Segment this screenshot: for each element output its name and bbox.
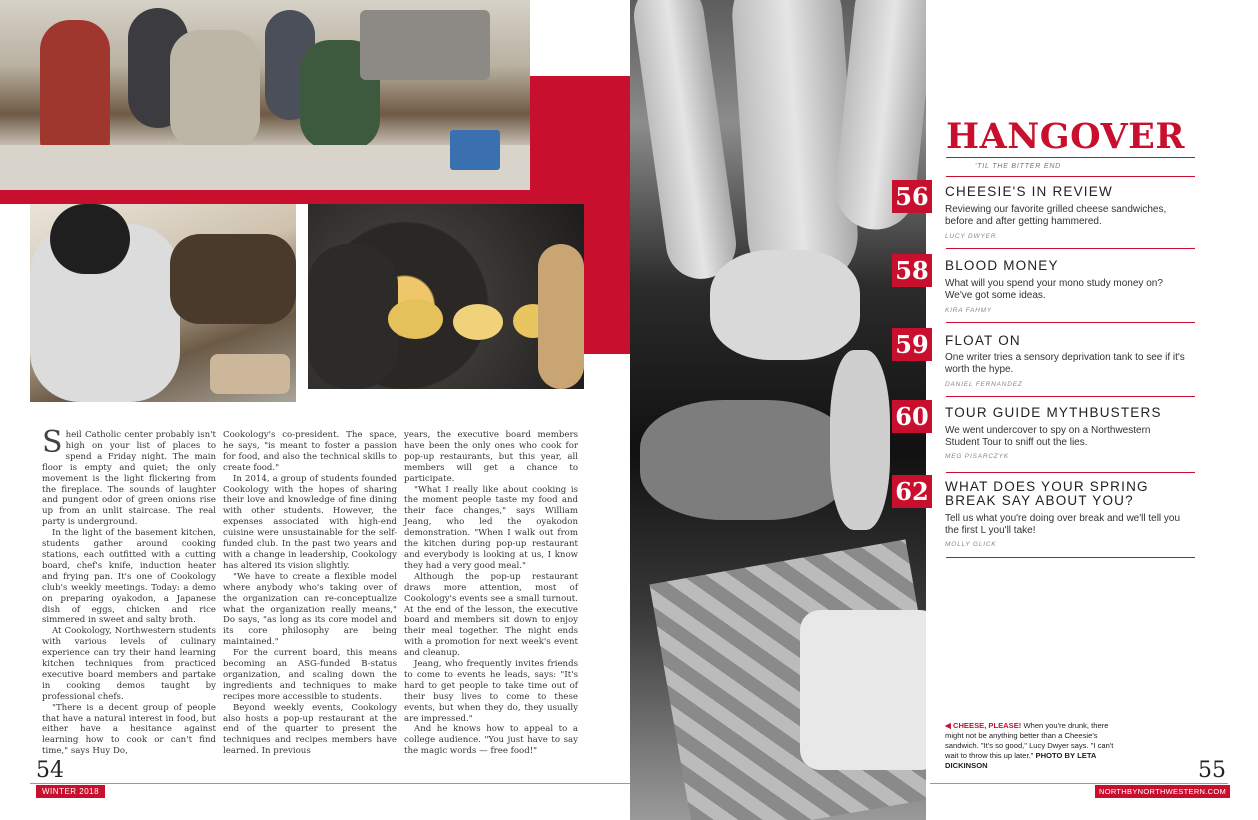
toc-entry-title[interactable]: FLOAT ON (945, 333, 1021, 348)
toc-entry-author: KIRA FAHMY (945, 307, 993, 314)
section-title: HANGOVER (946, 116, 1185, 157)
toc-page-number: 60 (892, 400, 932, 433)
article-paragraph: Cookology's co-president. The space, he says, "is meant to foster a passion for food, and also the technical skills to create food." (223, 430, 397, 473)
demo-watchers-photo (30, 204, 296, 402)
article-paragraph: heil Catholic center probably isn't high on your list of places to spend a Friday night. The main floor is empty and quiet; the only movement is the light flickering from the fireplace. The sounds of laughter and pungent odor of green onions rise up from an unlit staircase. The real party is underground. (42, 430, 216, 528)
article-paragraph: At Cookology, Northwestern students with various levels of culinary experience can try their hand learning kitchen techniques from practiced executive board members and partake in cooking demos taught by professional chefs. (42, 626, 216, 702)
toc-page-number: 58 (892, 254, 932, 287)
footer-rule-left (30, 783, 630, 784)
photo-caption (945, 721, 1120, 771)
toc-divider (946, 557, 1195, 558)
article-paragraph: Although the pop-up restaurant draws more attention, most of Cookology's events see a small turnout. At the end of the lesson, the executive board and members sit down to enjoy their meal together. The night ends with a promotion for next week's event and cleanup. (404, 571, 578, 659)
caption-text: When you're drunk, there might not be anything better than a Cheesie's sandwich. "It's so good," Lucy Dwyer says. "I can't wait to throw this up later." (945, 721, 1114, 760)
article-paragraph: In the light of the basement kitchen, students gather around cooking stations, each outfitted with a cutting board, chef's knife, induction heater and frying pan. It's one of Cookology club's weekly meetings. Today: a demo on preparing oyakodon, a Japanese dish of eggs, chicken and rice simmered in sweet and salty broth. (42, 528, 216, 626)
article-paragraph: Jeang, who frequently invites friends to come to events he leads, says: "It's hard to get people to take time out of their busy lives to come to these events, but when they do, they usually are impressed." (404, 659, 578, 724)
toc-entry-description: We went undercover to spy on a Northwestern Student Tour to sniff out the lies. (945, 425, 1151, 448)
toc-entry-author: MEG PISARCZYK (945, 453, 1009, 460)
subtitle-rule (946, 176, 1195, 177)
toc-page-number: 56 (892, 180, 932, 213)
dropcap-letter: S (42, 425, 63, 460)
article-paragraph: Beyond weekly events, Cookology also hosts a pop-up restaurant at the end of the quarter to present the techniques and recipes members have learned. In previous (223, 702, 397, 757)
toc-divider (946, 472, 1195, 473)
toc-entry-title[interactable]: BLOOD MONEY (945, 258, 1059, 273)
toc-entry-title-line2[interactable]: BREAK SAY ABOUT YOU? (945, 493, 1134, 508)
toc-entry-description: What will you spend your mono study money on? We've got some ideas. (945, 278, 1163, 301)
toc-entry-description: Reviewing our favorite grilled cheese sandwiches, before and after getting hammered. (945, 204, 1167, 227)
article-paragraph: In 2014, a group of students founded Cookology with the hopes of sharing their love and knowledge of fine dining with other students. However, the expenses associated with high-end cuisine were unsustainable for the self-funded club. In the past two years and with a change in leadership, Cookology has altered its vision slightly. (223, 473, 397, 571)
toc-page-number: 59 (892, 328, 932, 361)
article-column-3 (404, 430, 578, 757)
grilled-cheese-photo (630, 0, 926, 820)
footer-rule-right (930, 783, 1228, 784)
caption-arrow-icon: ◀ (945, 721, 951, 730)
toc-entry-title-line1[interactable]: WHAT DOES YOUR SPRING (945, 479, 1149, 494)
caption-credit-name: LETA DICKINSON (945, 751, 1097, 770)
article-paragraph: years, the executive board members have been the only ones who cook for pop-up restaurants, but this year, all members will get a chance to participate. (404, 430, 578, 484)
article-paragraph: For the current board, this means becoming an ASG-funded B-status organization, and scaling down the ingredients and techniques to make recipes more accessible to students. (223, 648, 397, 702)
page-number-left: 54 (36, 758, 64, 783)
toc-entry-title[interactable]: TOUR GUIDE MYTHBUSTERS (945, 405, 1162, 420)
red-accent-band (0, 190, 630, 204)
section-subtitle: 'TIL THE BITTER END (975, 163, 1062, 170)
page-number-right: 55 (1198, 758, 1226, 783)
article-column-1 (42, 425, 216, 757)
toc-entry-description: One writer tries a sensory deprivation tank to see if it's worth the hype. (945, 352, 1185, 375)
caption-headline: CHEESE, PLEASE! (952, 721, 1022, 730)
website-badge[interactable]: NORTHBYNORTHWESTERN.COM (1095, 785, 1230, 798)
frying-pans-photo (308, 204, 584, 389)
toc-entry-description: Tell us what you're doing over break and we'll tell you the first L you'll take! (945, 513, 1181, 536)
caption-credit-label: PHOTO BY (1035, 751, 1076, 760)
toc-entry-author: DANIEL FERNANDEZ (945, 381, 1023, 388)
title-rule (946, 157, 1195, 158)
toc-page-number: 62 (892, 475, 932, 508)
toc-divider (946, 322, 1195, 323)
kitchen-group-photo (0, 0, 530, 190)
article-paragraph: And he knows how to appeal to a college audience. "You just have to say the magic words — free food!" (404, 724, 578, 757)
toc-entry-author: LUCY DWYER (945, 233, 997, 240)
toc-divider (946, 248, 1195, 249)
toc-entry-title[interactable]: CHEESIE'S IN REVIEW (945, 184, 1113, 199)
article-paragraph: "What I really like about cooking is the moment people taste my food and their face changes," says William Jeang, who led the oyakodon demonstration. "When I walk out from the kitchen during pop-up restaurant and everybody is looking at us, I know they had a very good meal." (404, 484, 578, 571)
toc-entry-author: MOLLY GLICK (945, 541, 997, 548)
article-column-2 (223, 430, 397, 757)
article-paragraph: "There is a decent group of people that have a natural interest in food, but either have a hesitance against learning how to cook or can't find time," says Huy Do, (42, 702, 216, 757)
issue-badge: WINTER 2018 (36, 785, 105, 798)
toc-divider (946, 396, 1195, 397)
article-paragraph: "We have to create a flexible model where anybody who's taking over of the organization can re-conceptualize what the organization really means," Do says, "as long as its core model and its core philosophy are being maintained." (223, 571, 397, 648)
